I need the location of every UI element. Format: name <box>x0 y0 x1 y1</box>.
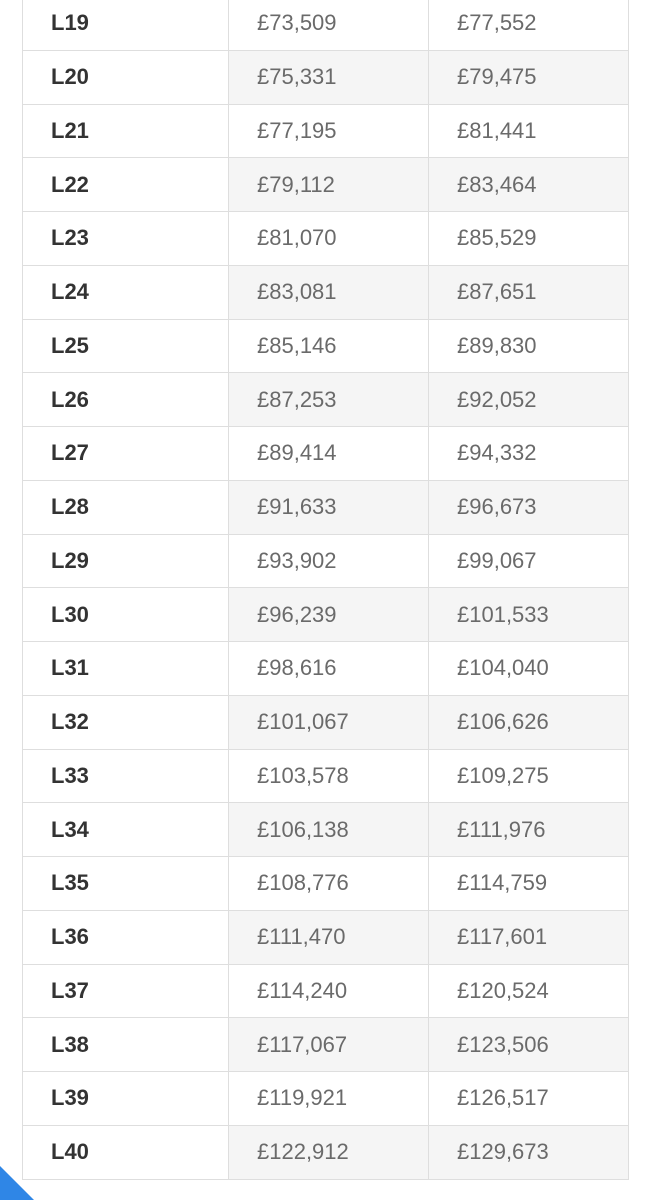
level-cell: L20 <box>23 50 229 104</box>
amount-cell: £117,067 <box>229 1018 429 1072</box>
table-row <box>23 695 629 749</box>
amount-cell: £106,138 <box>229 803 429 857</box>
table-row <box>23 104 629 158</box>
table-row <box>23 642 629 696</box>
table-row <box>23 534 629 588</box>
level-cell: L32 <box>23 695 229 749</box>
corner-accent-shape <box>0 1166 34 1200</box>
table-row <box>23 1125 629 1179</box>
table-row <box>23 749 629 803</box>
level-cell: L40 <box>23 1125 229 1179</box>
table-row <box>23 0 629 50</box>
level-cell: L26 <box>23 373 229 427</box>
amount-cell: £119,921 <box>229 1072 429 1126</box>
amount-cell: £101,067 <box>229 695 429 749</box>
table-row <box>23 857 629 911</box>
amount-cell: £106,626 <box>429 695 629 749</box>
level-cell: L31 <box>23 642 229 696</box>
amount-cell: £87,253 <box>229 373 429 427</box>
amount-cell: £109,275 <box>429 749 629 803</box>
table-row <box>23 319 629 373</box>
amount-cell: £108,776 <box>229 857 429 911</box>
amount-cell: £94,332 <box>429 427 629 481</box>
amount-cell: £75,331 <box>229 50 429 104</box>
table-row <box>23 373 629 427</box>
level-cell: L21 <box>23 104 229 158</box>
level-cell: L22 <box>23 158 229 212</box>
level-cell: L25 <box>23 319 229 373</box>
table-row <box>23 265 629 319</box>
level-cell: L38 <box>23 1018 229 1072</box>
table-row <box>23 1072 629 1126</box>
amount-cell: £129,673 <box>429 1125 629 1179</box>
amount-cell: £85,529 <box>429 212 629 266</box>
amount-cell: £98,616 <box>229 642 429 696</box>
amount-cell: £89,414 <box>229 427 429 481</box>
table-row <box>23 803 629 857</box>
amount-cell: £122,912 <box>229 1125 429 1179</box>
level-cell: L37 <box>23 964 229 1018</box>
amount-cell: £92,052 <box>429 373 629 427</box>
table-row <box>23 910 629 964</box>
level-cell: L29 <box>23 534 229 588</box>
amount-cell: £93,902 <box>229 534 429 588</box>
amount-cell: £89,830 <box>429 319 629 373</box>
table-row <box>23 1018 629 1072</box>
amount-cell: £83,081 <box>229 265 429 319</box>
amount-cell: £99,067 <box>429 534 629 588</box>
level-cell: L23 <box>23 212 229 266</box>
table-row <box>23 158 629 212</box>
table-row <box>23 588 629 642</box>
level-cell: L34 <box>23 803 229 857</box>
amount-cell: £81,441 <box>429 104 629 158</box>
table-row <box>23 50 629 104</box>
level-cell: L24 <box>23 265 229 319</box>
amount-cell: £81,070 <box>229 212 429 266</box>
amount-cell: £114,759 <box>429 857 629 911</box>
amount-cell: £77,195 <box>229 104 429 158</box>
amount-cell: £96,239 <box>229 588 429 642</box>
amount-cell: £111,976 <box>429 803 629 857</box>
amount-cell: £111,470 <box>229 910 429 964</box>
table-row <box>23 212 629 266</box>
amount-cell: £87,651 <box>429 265 629 319</box>
salary-table <box>22 0 629 1180</box>
amount-cell: £117,601 <box>429 910 629 964</box>
level-cell: L28 <box>23 480 229 534</box>
level-cell: L33 <box>23 749 229 803</box>
table-row <box>23 427 629 481</box>
level-cell: L30 <box>23 588 229 642</box>
level-cell: L39 <box>23 1072 229 1126</box>
table-row <box>23 964 629 1018</box>
amount-cell: £103,578 <box>229 749 429 803</box>
amount-cell: £79,475 <box>429 50 629 104</box>
amount-cell: £83,464 <box>429 158 629 212</box>
amount-cell: £120,524 <box>429 964 629 1018</box>
table-row <box>23 480 629 534</box>
level-cell: L19 <box>23 0 229 50</box>
amount-cell: £91,633 <box>229 480 429 534</box>
amount-cell: £85,146 <box>229 319 429 373</box>
amount-cell: £73,509 <box>229 0 429 50</box>
salary-table-body <box>23 0 629 1179</box>
level-cell: L27 <box>23 427 229 481</box>
amount-cell: £123,506 <box>429 1018 629 1072</box>
amount-cell: £126,517 <box>429 1072 629 1126</box>
amount-cell: £79,112 <box>229 158 429 212</box>
amount-cell: £104,040 <box>429 642 629 696</box>
level-cell: L35 <box>23 857 229 911</box>
amount-cell: £101,533 <box>429 588 629 642</box>
amount-cell: £114,240 <box>229 964 429 1018</box>
amount-cell: £77,552 <box>429 0 629 50</box>
amount-cell: £96,673 <box>429 480 629 534</box>
level-cell: L36 <box>23 910 229 964</box>
